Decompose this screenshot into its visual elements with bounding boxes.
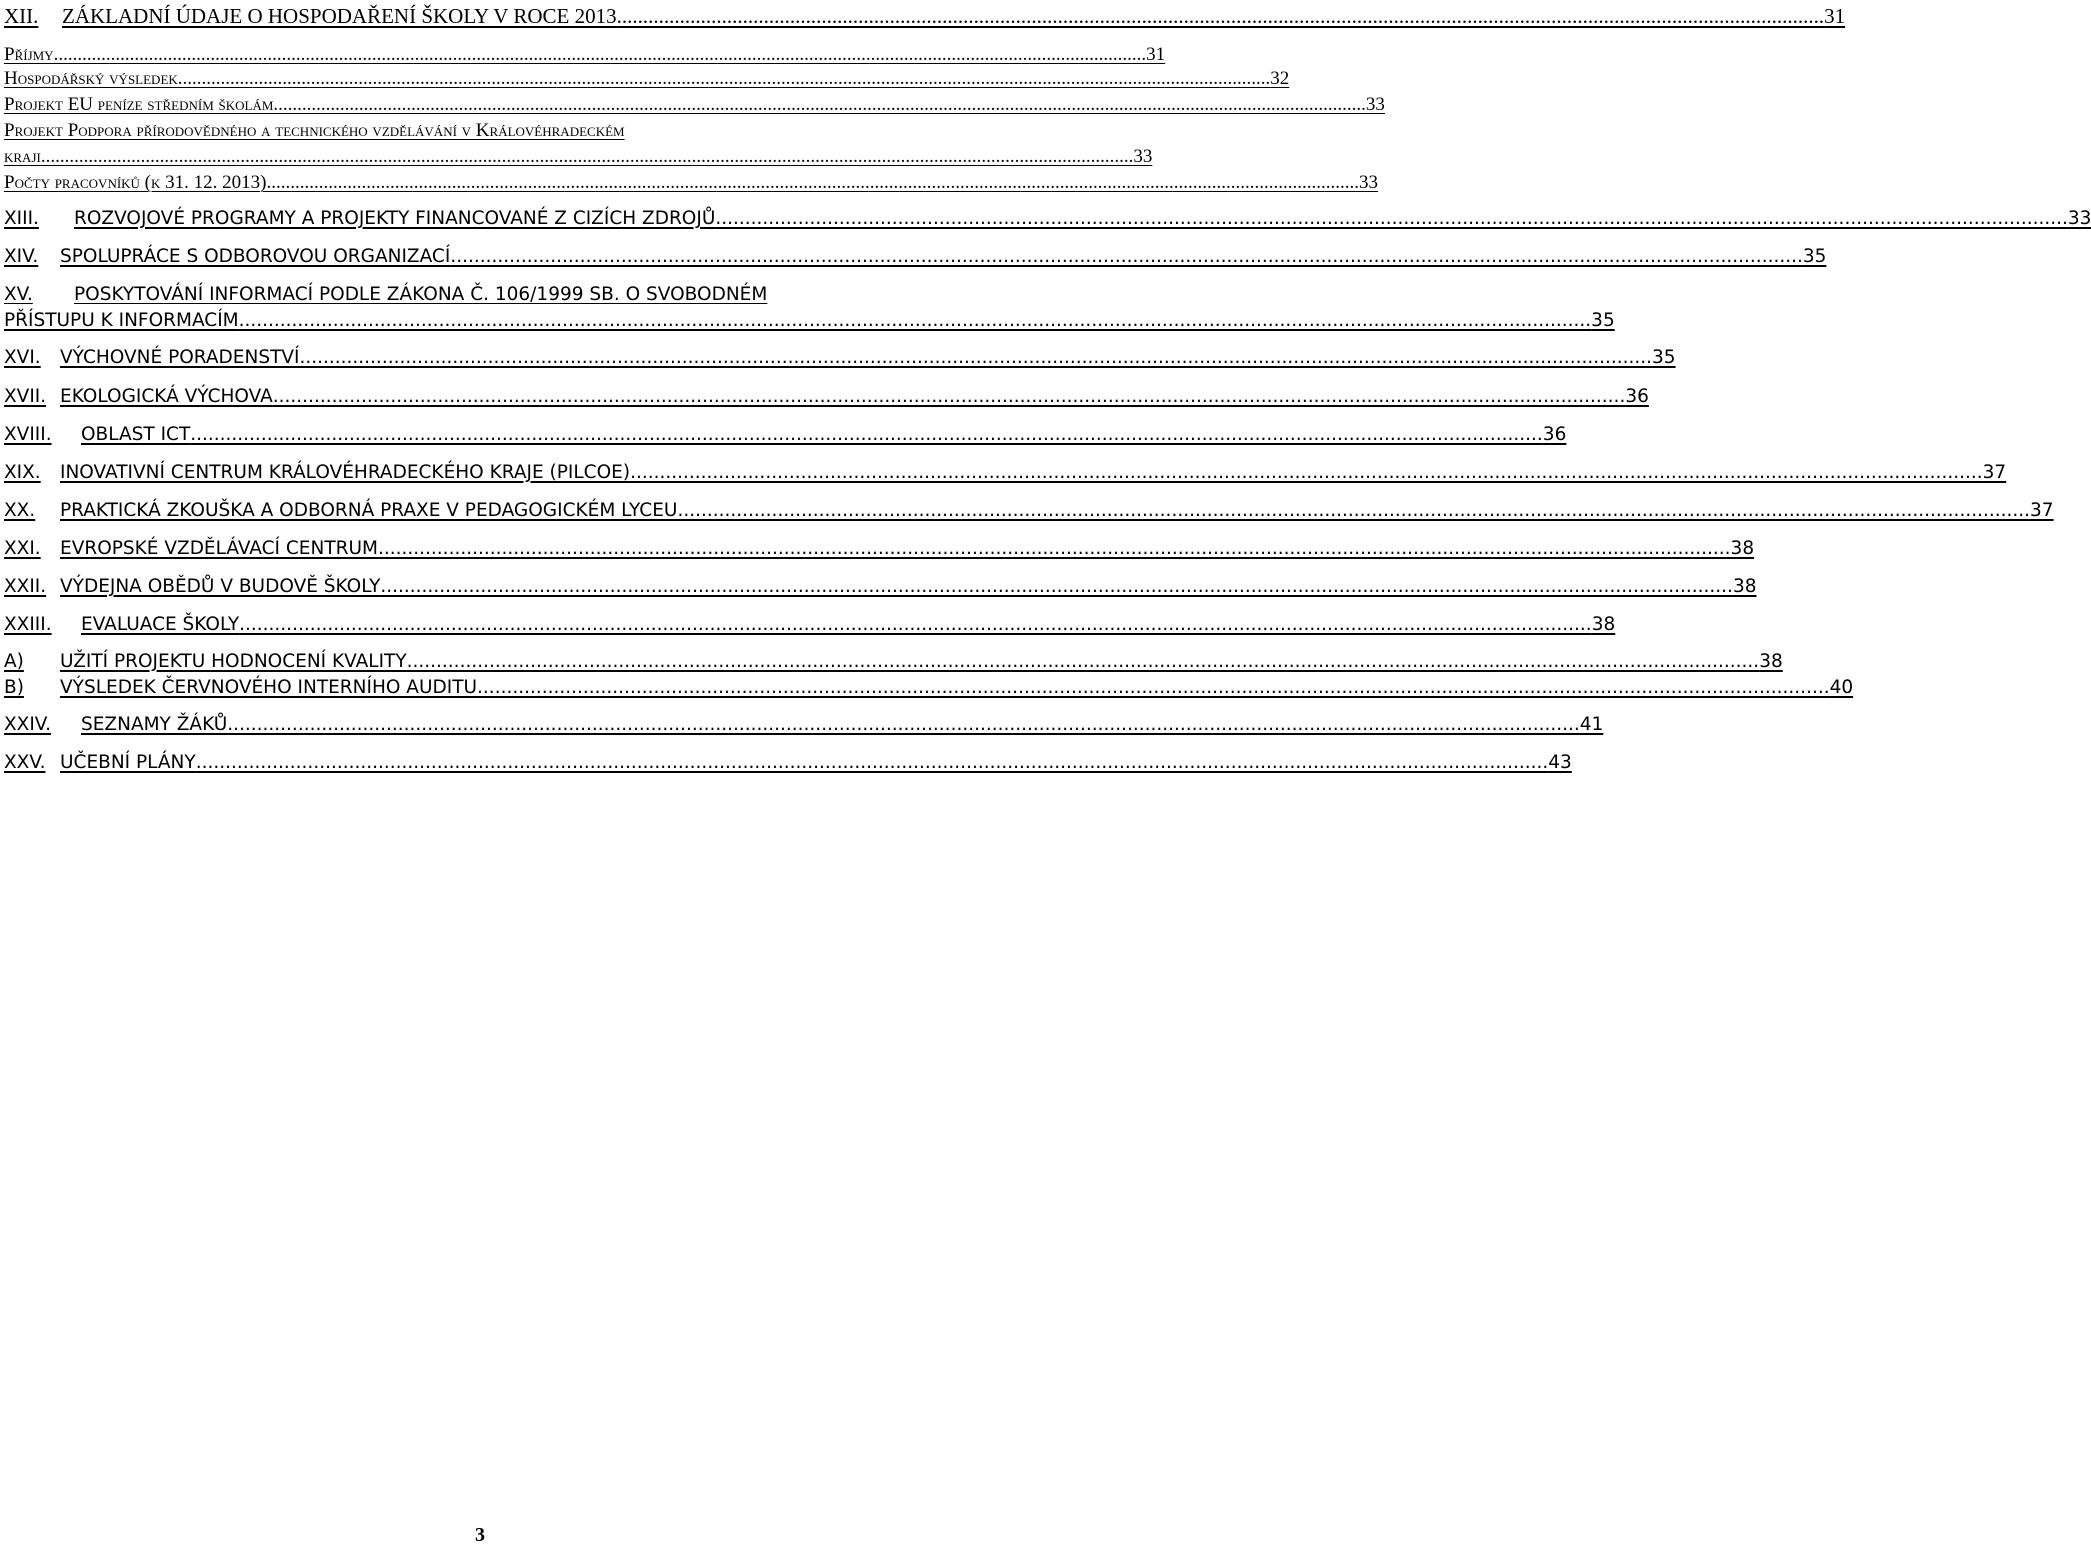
toc-entry-title: POSKYTOVÁNÍ INFORMACÍ PODLE ZÁKONA Č. 106/1999 SB. O SVOBODNÉM: [74, 284, 768, 305]
toc-entry-number: XXIV.: [4, 714, 51, 735]
toc-entry-title: UŽITÍ PROJEKTU HODNOCENÍ KVALITY: [60, 651, 407, 672]
toc-entry-page: 37: [2030, 500, 2054, 521]
toc-entry-xiv[interactable]: [4, 246, 1827, 267]
toc-entry-xviii[interactable]: [4, 424, 1567, 445]
toc-entry-page: 38: [1759, 651, 1783, 672]
toc-entry-title: ZÁKLADNÍ ÚDAJE O HOSPODAŘENÍ ŠKOLY V ROCE 2013: [62, 4, 617, 28]
toc-subentry-projekt-podpora-continued[interactable]: [4, 146, 1153, 168]
toc-entry-number: XII.: [4, 4, 39, 28]
toc-entry-xxv[interactable]: [4, 752, 1572, 773]
toc-entry-page: 35: [1802, 246, 1827, 267]
toc-entry-number: A): [4, 651, 24, 672]
toc-entry-title: Počty pracovníků (k 31. 12. 2013): [4, 172, 267, 193]
toc-entry-title: EVALUACE ŠKOLY: [81, 614, 240, 635]
toc-entry-title: kraji: [4, 146, 41, 167]
toc-entry-title: ROZVOJOVÉ PROGRAMY A PROJEKTY FINANCOVANÉ Z CIZÍCH ZDROJŮ: [74, 208, 716, 229]
toc-entry-page: 35: [1591, 310, 1615, 331]
toc-entry-page: 33: [1133, 146, 1153, 167]
toc-subentry-projekt-eu[interactable]: [4, 94, 1385, 116]
toc-entry-title: VÝCHOVNÉ PORADENSTVÍ: [60, 347, 300, 368]
toc-entry-title: EKOLOGICKÁ VÝCHOVA: [60, 386, 273, 407]
toc-entry-number: XXIII.: [4, 614, 52, 635]
toc-entry-number: XXII.: [4, 576, 47, 597]
toc-entry-page: 36: [1625, 386, 1649, 407]
toc-entry-title: PŘÍSTUPU K INFORMACÍM: [4, 310, 239, 331]
toc-entry-page: 33: [1358, 172, 1378, 193]
toc-entry-xvi[interactable]: [4, 347, 1676, 368]
toc-entry-page: 38: [1591, 614, 1616, 635]
toc-entry-title: PRAKTICKÁ ZKOUŠKA A ODBORNÁ PRAXE V PEDAGOGICKÉM LYCEU: [60, 500, 678, 521]
toc-entry-title: Projekt EU peníze středním školám: [4, 94, 274, 115]
toc-entry-title: Projekt Podpora přírodovědného a technického vzdělávání v Královéhradeckém: [4, 120, 625, 141]
toc-entry-page: 35: [1652, 347, 1676, 368]
toc-entry-number: XXI.: [4, 538, 41, 559]
toc-entry-page: 37: [1982, 462, 2007, 483]
toc-entry-title: Příjmy: [4, 44, 54, 65]
toc-entry-b[interactable]: [4, 677, 1854, 698]
toc-entry-xvii[interactable]: [4, 386, 1649, 407]
toc-entry-xv[interactable]: [4, 284, 956, 305]
toc-entry-number: XVIII.: [4, 424, 52, 445]
toc-entry-page: 38: [1732, 576, 1757, 597]
toc-entry-number: XIV.: [4, 246, 39, 267]
toc-entry-page: 38: [1730, 538, 1755, 559]
toc-entry-page: 33: [1365, 94, 1385, 115]
toc-entry-number: XVII.: [4, 386, 47, 407]
toc-entry-number: XX.: [4, 500, 36, 521]
toc-entry-page: 36: [1542, 424, 1567, 445]
toc-entry-number: B): [4, 677, 24, 698]
toc-entry-page: 33: [2067, 208, 2091, 229]
toc-entry-page: 41: [1579, 714, 1604, 735]
toc-subentry-prijmy[interactable]: [4, 44, 1166, 66]
toc-entry-number: XV.: [4, 284, 33, 305]
toc-entry-xv-continued[interactable]: [4, 310, 1615, 331]
toc-entry-a[interactable]: [4, 651, 1783, 672]
toc-entry-number: XVI.: [4, 347, 41, 368]
toc-entry-title: UČEBNÍ PLÁNY: [60, 752, 196, 773]
toc-entry-title: VÝDEJNA OBĚDŮ V BUDOVĚ ŠKOLY: [60, 576, 381, 597]
toc-entry-title: SEZNAMY ŽÁKŮ: [81, 714, 228, 735]
toc-entry-number: XXV.: [4, 752, 46, 773]
toc-entry-title: Hospodářský výsledek: [4, 68, 178, 89]
toc-entry-number: XIII.: [4, 208, 39, 229]
toc-entry-number: XIX.: [4, 462, 41, 483]
toc-entry-xx[interactable]: [4, 500, 2054, 521]
toc-entry-page: 43: [1548, 752, 1572, 773]
toc-entry-title: VÝSLEDEK ČERVNOVÉHO INTERNÍHO AUDITU: [60, 677, 478, 698]
toc-entry-page: 31: [1824, 4, 1846, 28]
toc-entry-xiii[interactable]: [4, 208, 2091, 229]
toc-entry-xxiv[interactable]: [4, 714, 1604, 735]
toc-entry-title: EVROPSKÉ VZDĚLÁVACÍ CENTRUM: [60, 538, 378, 559]
toc-entry-xxi[interactable]: [4, 538, 1755, 559]
toc-entry-title: INOVATIVNÍ CENTRUM KRÁLOVÉHRADECKÉHO KRAJE (PILCOE): [60, 462, 631, 483]
page-number: 3: [475, 1524, 485, 1546]
toc-entry-page: 32: [1270, 68, 1290, 89]
toc-entry-page: 40: [1829, 677, 1854, 698]
toc-subentry-hospodarsky-vysledek[interactable]: [4, 68, 1290, 90]
toc-subentry-projekt-podpora[interactable]: [4, 120, 956, 142]
toc-entry-xxiii[interactable]: [4, 614, 1616, 635]
toc-entry-xix[interactable]: [4, 462, 2007, 483]
toc-entry-xii[interactable]: [4, 4, 1846, 29]
toc-entry-page: 31: [1146, 44, 1166, 65]
toc-entry-title: OBLAST ICT: [81, 424, 191, 445]
toc-subentry-pocty-pracovniku[interactable]: [4, 172, 1378, 194]
toc-entry-xxii[interactable]: [4, 576, 1757, 597]
toc-entry-title: SPOLUPRÁCE S ODBOROVOU ORGANIZACÍ: [60, 246, 451, 267]
